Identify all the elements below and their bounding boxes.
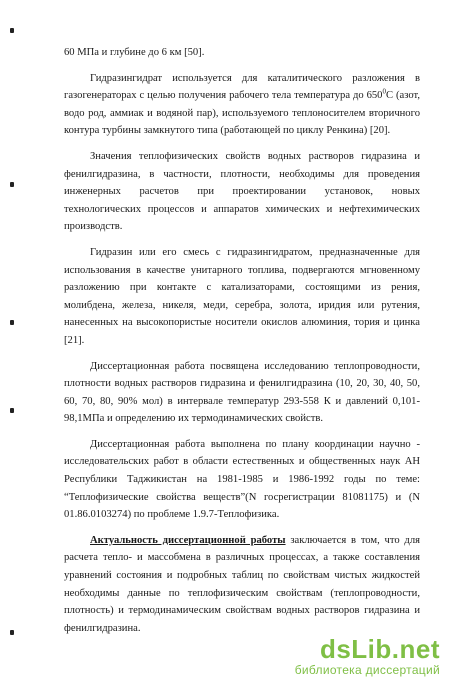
scan-mark [10,320,14,325]
body-text [64,44,420,637]
paragraph: Гидразин или его смесь с гидразингидратом, предназначенные для использования в качестве унитарного топлива, подвергаются мгновенному разложению при контакте с катализаторами, состоящими из рения, молибдена, железа, никеля, меди, серебра, золота, иридия или рутения, нанесенных на высокопористые носители окислов алюминия, тория и цинка [21]. [64,246,420,346]
paragraph-text: заключается в том, что для расчета тепло- и массобмена в различных процессах, а также составления уравнений состояния и подробных таблиц по свойствам чистых жидкостей необходимы данные по теплофизическим свойствам (теплопроводности, плотность) и термодинамическим свойствам водных растворов гидразина и фенилгидразина. [64,534,420,634]
scan-mark [10,408,14,413]
watermark-subtitle: библиотека диссертаций [294,663,440,677]
scan-mark [10,182,14,187]
paragraph: Значения теплофизических свойств водных растворов гидразина и фенилгидразина, в частности, плотности, необходимы для проведения инженерных расчетов при проектировании установок, новых технологических процессов и аппаратов химических и нефтехимических производств. [64,150,420,233]
paragraph: 60 МПа и глубине до 6 км [50]. [64,47,205,58]
paragraph-text: С (азот, водо род, аммиак и водяной пар), используемого теплоносителем вторичного контура турбины замкнутого типа (работающей по циклу Ренкина) [20]. [64,90,420,137]
scan-mark [10,28,14,33]
superscript: 0 [382,87,386,96]
scan-mark [10,630,14,635]
paragraph: Диссертационная работа выполнена по плану координации научно - исследовательских работ в области естественных и общественных наук АН Республики Таджикистан на 1981-1985 и 1986-1992 годы по теме: “Теплофизические свойства веществ”(N госрегистрации 81081175) и (N 01.86.0103274) по проблеме 1.9.7-Теплофизика. [64,438,420,521]
paragraph [64,532,420,638]
paragraph [64,70,420,140]
emphasis-lead: Актуальность диссертационной работы [90,534,286,546]
paragraph-text: Гидразингидрат используется для каталитического разложения в газогенераторах с целью получения рабочего тела температура до 650 [64,72,420,102]
watermark-logo: dsLib.net [319,634,440,664]
watermark[interactable] [295,635,440,677]
paragraph: Диссертационная работа посвящена исследованию теплопроводности, плотности водных растворов гидразина и фенилгидразина (10, 20, 30, 40, 50, 60, 70, 80, 90% мол) в интервале температур 293-558 К и давлений 0,101-98,1МПа и определению их термодинамических свойств. [64,360,420,425]
